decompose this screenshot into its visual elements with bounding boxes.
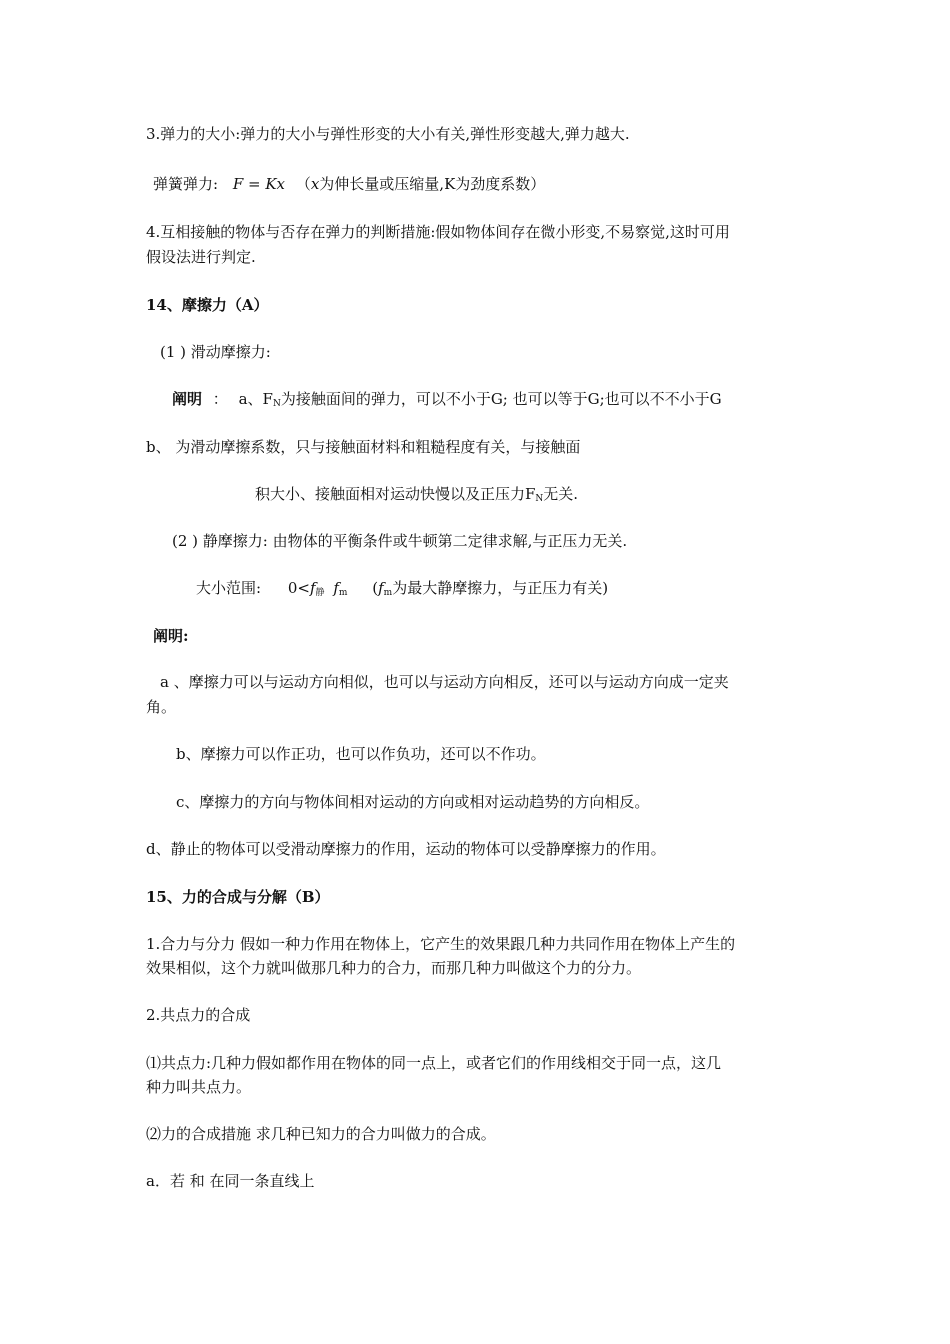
b-line2-post: 无关. bbox=[543, 485, 579, 503]
subsection-sliding-friction: (1 ) 滑动摩擦力: bbox=[160, 343, 271, 361]
range-sub-static: 静 bbox=[315, 588, 325, 598]
subsection-static-friction: (2 ) 静摩擦力: 由物体的平衡条件或牛顿第二定律求解,与正压力无关. bbox=[172, 532, 628, 550]
spring-force-formula: F = Kx bbox=[232, 175, 286, 193]
formula-note-text: 为伸长量或压缩量,K为劲度系数） bbox=[319, 175, 546, 193]
section-heading-14: 14、摩擦力（A） bbox=[146, 296, 269, 314]
range-note-open: ( bbox=[372, 579, 379, 597]
text-line: d、静止的物体可以受滑动摩擦力的作用，运动的物体可以受静摩擦力的作用。 bbox=[146, 840, 666, 858]
range-note-f: f bbox=[378, 579, 384, 597]
note-line-a bbox=[172, 388, 722, 415]
range-f: f bbox=[309, 579, 316, 597]
text-line: 1.合力与分力 假如一种力作用在物体上，它产生的效果跟几种力共同作用在物体上产生的 bbox=[146, 935, 736, 953]
note-a-sub: N bbox=[272, 399, 281, 409]
range-fm: f bbox=[333, 579, 339, 597]
b-line2-pre: 积大小、接触面相对运动快慢以及正压力F bbox=[255, 485, 536, 503]
range-line bbox=[196, 577, 608, 604]
note-a-post: 为接触面间的弹力，可以不小于G; 也可以等于G;也可以不不小于G bbox=[280, 390, 722, 408]
text-line: a．若 和 在同一条直线上 bbox=[146, 1172, 315, 1190]
range-note-text: 为最大静摩擦力，与正压力有关) bbox=[392, 579, 609, 597]
text-line: 角。 bbox=[146, 698, 177, 716]
note-colon: ： bbox=[212, 390, 228, 408]
formula-note-open: （ bbox=[295, 175, 311, 193]
text-line: 效果相似，这个力就叫做那几种力的合力，而那几种力叫做这个力的分力。 bbox=[146, 959, 642, 977]
range-label: 大小范围: bbox=[196, 579, 262, 597]
spring-force-line bbox=[153, 173, 545, 195]
text-line bbox=[255, 483, 578, 510]
spring-force-label: 弹簧弹力: bbox=[153, 175, 219, 193]
text-line: c、摩擦力的方向与物体间相对运动的方向或相对运动趋势的方向相反。 bbox=[176, 793, 650, 811]
text-line: ⑴共点力:几种力假如都作用在物体的同一点上，或者它们的作用线相交于同一点，这几 bbox=[146, 1054, 722, 1072]
text-line: ⑵力的合成措施 求几种已知力的合力叫做力的合成。 bbox=[146, 1125, 496, 1143]
text-line: b、 为滑动摩擦系数，只与接触面材料和粗糙程度有关，与接触面 bbox=[146, 438, 581, 456]
b-line2-sub: N bbox=[535, 494, 544, 504]
note-a-pre: a、F bbox=[238, 390, 273, 408]
text-line: 种力叫共点力。 bbox=[146, 1078, 252, 1096]
text-line: 3.弹力的大小:弹力的大小与弹性形变的大小有关,弹性形变越大,弹力越大. bbox=[146, 125, 630, 143]
text-line: 2.共点力的合成 bbox=[146, 1006, 251, 1024]
note-label: 阐明 bbox=[172, 390, 203, 408]
range-a: 0< bbox=[287, 579, 310, 597]
range-sub-m: m bbox=[338, 588, 348, 598]
text-line: 4.互相接触的物体与否存在弹力的判断措施:假如物体间存在微小形变,不易察觉,这时可用 bbox=[146, 223, 730, 241]
note-heading: 阐明: bbox=[153, 627, 189, 645]
formula-note-var: x bbox=[310, 175, 320, 193]
section-heading-15: 15、力的合成与分解（B） bbox=[146, 888, 330, 906]
text-line: 假设法进行判定. bbox=[146, 248, 256, 266]
text-line: b、摩擦力可以作正功，也可以作负功，还可以不作功。 bbox=[176, 745, 546, 763]
text-line: a 、摩擦力可以与运动方向相似，也可以与运动方向相反，还可以与运动方向成一定夹 bbox=[160, 673, 729, 691]
range-note-sub: m bbox=[383, 588, 393, 598]
